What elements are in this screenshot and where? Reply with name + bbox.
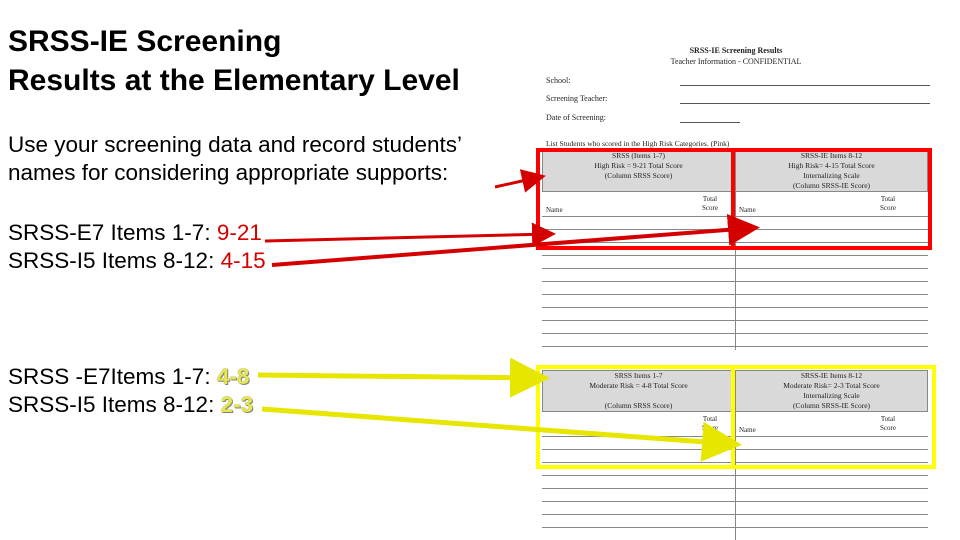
ml-h2: Moderate Risk = 4-8 Total Score [589,381,688,390]
form-high-section: List Students who scored in the High Risk Categories. (Pink) [546,139,730,148]
mr-h2: Moderate Risk= 2-3 Total Score [783,381,880,390]
ml-h3: (Column SRSS Score) [604,401,673,410]
arrow-mod-e7 [258,375,540,378]
arrow-high-e7 [265,234,550,241]
high-col-score-right: Total Score [880,195,896,212]
mod-e7-label: SRSS -E7Items 1-7: [8,364,217,389]
form-teacher-label: Screening Teacher: [546,94,608,103]
ml-h1: SRSS Items 1-7 [614,371,663,380]
mr-h4: (Column SRSS-IE Score) [792,401,871,410]
mr-h1: SRSS-IE Items 8-12 [800,371,863,380]
instruction-line-2: names for considering appropriate supports: [8,160,449,185]
hl-h1: SRSS (Items 1-7) [612,151,665,160]
mod-col-score-left: Total Score [702,415,718,432]
hr-h2: High Risk= 4-15 Total Score [788,161,875,170]
arrow-instruction-to-form [495,177,540,187]
high-e7-label: SRSS-E7 Items 1-7: [8,220,217,245]
arrow-mod-i5 [262,409,732,444]
mr-h3: Internalizing Scale [803,391,860,400]
title-line-1: SRSS-IE Screening [8,25,282,58]
mod-i5-range: 2-3 [220,392,254,417]
mod-col-name-right: Name [739,426,756,434]
high-col-name-left: Name [546,206,563,214]
high-col-name-right: Name [739,206,756,214]
hr-h4: (Column SRSS-IE Score) [792,181,871,190]
form-subtitle: Teacher Information - CONFIDENTIAL [670,57,802,66]
form-school-label: School: [546,76,571,85]
hl-h2: High Risk = 9-21 Total Score [594,161,683,170]
title-line-2: Results at the Elementary Level [8,64,460,97]
high-i5-range: 4-15 [220,248,266,273]
hl-h3: (Column SRSS Score) [604,171,673,180]
mod-e7-range: 4-8 [216,364,250,389]
high-i5-label: SRSS-I5 Items 8-12: [8,248,221,273]
form-date-label: Date of Screening: [546,113,606,122]
mod-i5-label: SRSS-I5 Items 8-12: [8,392,221,417]
instruction-line-1: Use your screening data and record students’ [8,132,463,157]
high-col-score-left: Total Score [702,195,718,212]
high-e7-range: 9-21 [216,220,262,245]
form-title: SRSS-IE Screening Results [689,46,783,55]
hr-h3: Internalizing Scale [803,171,860,180]
mod-col-score-right: Total Score [880,415,896,432]
hr-h1: SRSS-IE Items 8-12 [800,151,863,160]
